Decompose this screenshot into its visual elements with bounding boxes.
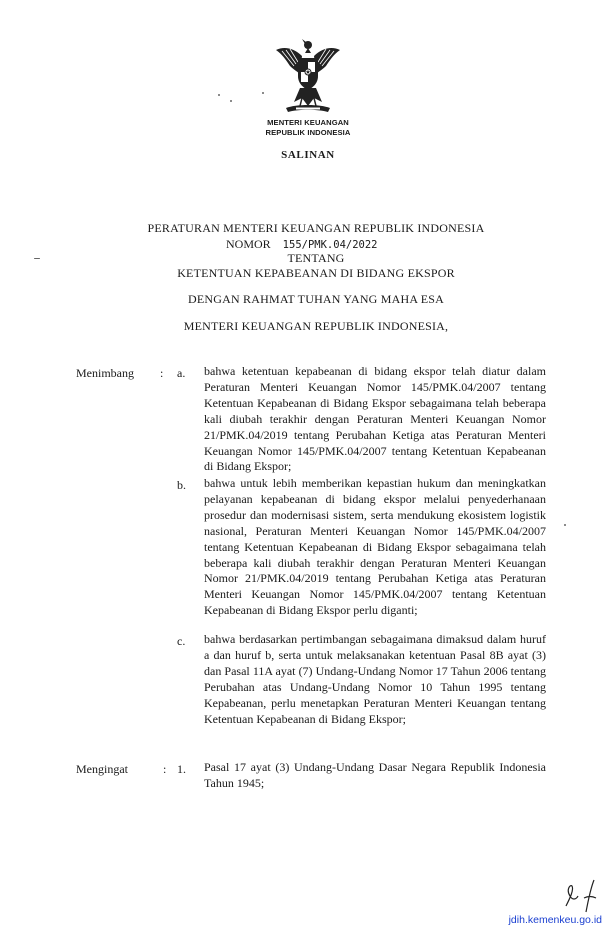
menimbang-colon: : [160, 366, 164, 380]
menimbang-item-text: bahwa berdasarkan pertimbangan sebagaimana dimaksud dalam huruf a dan huruf b, serta untuk melaksanakan ketentuan Pasal 8B ayat (3) dan Pasal 11A ayat (7) Undang-Undang Nomor 17 Tahun 2006 tentang Perubahan atas Undang-Undang Nomor 10 Tahun 1995 tentang Kepabeanan, perlu menetapkan Peraturan Menteri Keuangan tentang Ketentuan Kepabeanan di Bidang Ekspor; [204, 632, 546, 726]
mengingat-label: Mengingat [76, 762, 128, 776]
regulation-title: PERATURAN MENTERI KEUANGAN REPUBLIK INDONESIA [147, 221, 485, 235]
invocation-line: DENGAN RAHMAT TUHAN YANG MAHA ESA [187, 292, 445, 306]
scan-speck [564, 524, 566, 526]
menimbang-item-text: bahwa untuk lebih memberikan kepastian hukum dan meningkatkan pelayanan kepabeanan di bidang ekspor melalui penyederhanaan prosedur dan modernisasi sistem, serta mendukung ekosistem logistik nasional, Peraturan Menteri Keuangan Nomor 145/PMK.04/2007 tentang Ketentuan Kepabeanan di Bidang Ekspor sebagaimana telah beberapa kali diubah terakhir dengan Peraturan Menteri Keuangan Nomor 21/PMK.04/2019 tentang Perubahan Ketiga atas Peraturan Menteri Keuangan Nomor 145/PMK.04/2007 tentang Ketentuan Kepabeanan di Bidang Ekspor perlu diganti; [204, 476, 546, 618]
initials-paraf-icon [560, 876, 600, 916]
regulation-subject: KETENTUAN KEPABEANAN DI BIDANG EKSPOR [177, 266, 455, 280]
authority-line: MENTERI KEUANGAN REPUBLIK INDONESIA, [183, 319, 449, 333]
scan-speck [218, 94, 220, 96]
mengingat-item-text: Pasal 17 ayat (3) Undang-Undang Dasar Negara Republik Indonesia Tahun 1945; [204, 760, 546, 790]
regulation-number [226, 237, 378, 252]
menimbang-item-text: bahwa ketentuan kepabeanan di bidang ekspor telah diatur dalam Peraturan Menteri Keuangan Nomor 145/PMK.04/2007 tentang Ketentuan Kepabeanan di Bidang Ekspor sebagaimana telah beberapa kali diubah terakhir dengan Peraturan Menteri Keuangan Nomor 21/PMK.04/2019 tentang Perubahan Ketiga atas Peraturan Menteri Keuangan Nomor 145/PMK.04/2007 tentang Ketentuan Kepabeanan di Bidang Ekspor; [204, 364, 546, 474]
source-footer: jdih.kemenkeu.go.id [508, 914, 602, 926]
scan-speck [230, 100, 232, 102]
tentang-label: TENTANG [287, 251, 345, 265]
menimbang-item-mark: a. [177, 366, 186, 380]
institution-line-1: MENTERI KEUANGAN [267, 118, 349, 127]
nomor-label: NOMOR [226, 237, 271, 251]
copy-label: SALINAN [281, 149, 335, 161]
menimbang-label: Menimbang [76, 366, 134, 380]
menimbang-item-mark: c. [177, 634, 186, 648]
scan-speck [262, 92, 264, 94]
mengingat-item-mark: 1. [177, 762, 186, 776]
garuda-emblem-icon [272, 36, 344, 116]
institution-line-2: REPUBLIK INDONESIA [265, 128, 351, 137]
nomor-value: 155/PMK.04/2022 [282, 239, 378, 251]
menimbang-item-mark: b. [177, 478, 186, 492]
mengingat-colon: : [163, 762, 167, 776]
